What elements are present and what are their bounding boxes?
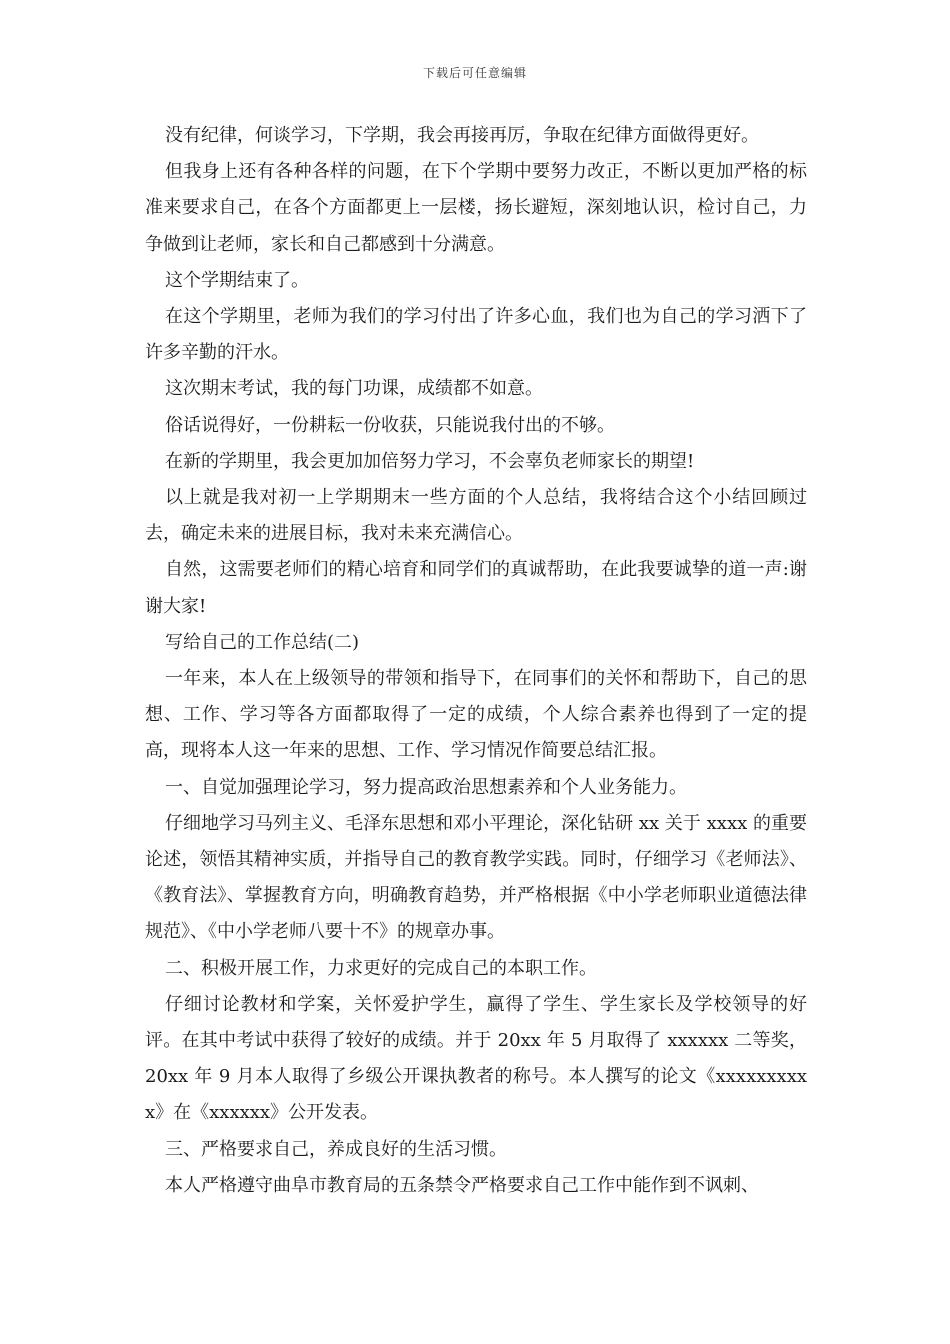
paragraph: 没有纪律，何谈学习，下学期，我会再接再厉，争取在纪律方面做得更好。 [165,125,759,146]
paragraph: 在这个学期里，老师为我们的学习付出了许多心血，我们也为自己的学习洒下了许多辛勤的汗水。 [145,306,807,364]
paragraph: 自然，这需要老师们的精心培育和同学们的真诚帮助，在此我要诚挚的道一声:谢谢大家! [145,559,807,617]
paragraph: 这个学期结束了。 [165,269,309,291]
paragraph: 本人严格遵守曲阜市教育局的五条禁令严格要求自己工作中能作到不讽刺、 [165,1174,759,1196]
section-heading: 三、严格要求自己，养成良好的生活习惯。 [165,1138,507,1160]
section-heading: 一、自觉加强理论学习，努力提高政治思想素养和个人业务能力。 [165,776,687,798]
paragraph: 在新的学期里，我会更加加倍努力学习，不会辜负老师家长的期望! [165,450,695,472]
paragraph: 这次期末考试，我的每门功课，成绩都不如意。 [165,378,543,400]
paragraph: 以上就是我对初一上学期期末一些方面的个人总结，我将结合这个小结回顾过去，确定未来的进展目标，我对未来充满信心。 [145,487,807,545]
paragraph: 但我身上还有各种各样的问题，在下个学期中要努力改正，不断以更加严格的标准来要求自己，在各个方面都更上一层楼，扬长避短，深刻地认识，检讨自己，力争做到让老师，家长和自己都感到十分满意。 [145,161,807,255]
paragraph: 一年来，本人在上级领导的带领和指导下，在同事们的关怀和帮助下，自己的思想、工作、学习等各方面都取得了一定的成绩，个人综合素养也得到了一定的提高，现将本人这一年来的思想、工作、学习情况作简要总结汇报。 [145,668,807,762]
page-header: 下载后可任意编辑 [422,66,527,80]
document-body [145,118,807,1204]
paragraph: 仔细讨论教材和学案，关怀爱护学生，赢得了学生、学生家长及学校领导的好评。在其中考试中获得了较好的成绩。并于 20xx 年 5 月取得了 xxxxxx 二等奖，20xx 年 9 月本人取得了乡级公开课执教者的称号。本人撰写的论文《xxxxxxxxxx》在《xxxxxx》公开发表。 [145,993,807,1124]
paragraph: 俗话说得好，一份耕耘一份收获，只能说我付出的不够。 [165,414,615,436]
section-title: 写给自己的工作总结(二) [165,631,360,653]
section-heading: 二、积极开展工作，力求更好的完成自己的本职工作。 [165,957,597,979]
paragraph: 仔细地学习马列主义、毛泽东思想和邓小平理论，深化钻研 xx 关于 xxxx 的重要论述，领悟其精神实质，并指导自己的教育教学实践。同时，仔细学习《老师法》、《教育法》、掌握教育方向，明确教育趋势，并严格根据《中小学老师职业道德法律规范》、《中小学老师八要十不》的规章办事。 [145,812,807,943]
